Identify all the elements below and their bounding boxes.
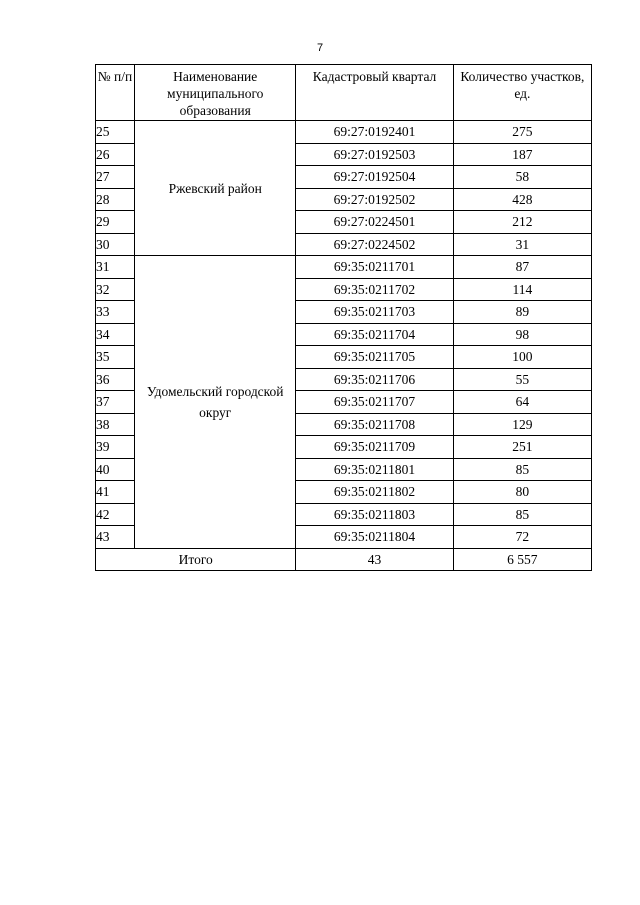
cadastral-quarter: 69:35:0211707	[296, 391, 453, 414]
parcel-count: 55	[453, 368, 591, 391]
parcel-count: 87	[453, 256, 591, 279]
parcel-count: 72	[453, 526, 591, 549]
row-number: 33	[96, 301, 135, 324]
row-number: 36	[96, 368, 135, 391]
row-number: 41	[96, 481, 135, 504]
row-number: 43	[96, 526, 135, 549]
row-number: 27	[96, 166, 135, 189]
cadastral-quarter: 69:35:0211701	[296, 256, 453, 279]
cadastral-quarter: 69:27:0224502	[296, 233, 453, 256]
cadastral-quarter: 69:35:0211709	[296, 436, 453, 459]
cadastral-quarter: 69:35:0211703	[296, 301, 453, 324]
total-cadastral-count: 43	[296, 548, 453, 571]
row-number: 29	[96, 211, 135, 234]
total-row	[96, 548, 592, 571]
row-number: 31	[96, 256, 135, 279]
row-number: 37	[96, 391, 135, 414]
row-number: 32	[96, 278, 135, 301]
row-number: 30	[96, 233, 135, 256]
parcel-count: 64	[453, 391, 591, 414]
municipality-name: Удомельский городской округ	[135, 256, 296, 549]
table-header	[96, 65, 592, 121]
parcel-count: 80	[453, 481, 591, 504]
parcel-count: 428	[453, 188, 591, 211]
row-number: 34	[96, 323, 135, 346]
cadastral-quarter: 69:35:0211804	[296, 526, 453, 549]
cadastral-quarter: 69:27:0192401	[296, 121, 453, 144]
table-footer	[96, 548, 592, 571]
parcel-count: 212	[453, 211, 591, 234]
header-cadastral: Кадастровый квартал	[296, 65, 453, 121]
table-row	[96, 121, 592, 144]
total-parcel-count: 6 557	[453, 548, 591, 571]
cadastral-quarter: 69:27:0192503	[296, 143, 453, 166]
land-parcels-table	[95, 64, 592, 571]
header-row	[96, 65, 592, 121]
cadastral-quarter: 69:35:0211706	[296, 368, 453, 391]
header-count: Количество участков, ед.	[453, 65, 591, 121]
parcel-count: 31	[453, 233, 591, 256]
header-municipality: Наименование муниципального образования	[135, 65, 296, 121]
total-label: Итого	[96, 548, 296, 571]
table-body	[96, 121, 592, 549]
row-number: 25	[96, 121, 135, 144]
parcel-count: 100	[453, 346, 591, 369]
parcel-count: 275	[453, 121, 591, 144]
parcel-count: 58	[453, 166, 591, 189]
cadastral-quarter: 69:35:0211705	[296, 346, 453, 369]
parcel-count: 187	[453, 143, 591, 166]
row-number: 28	[96, 188, 135, 211]
parcel-count: 85	[453, 458, 591, 481]
row-number: 40	[96, 458, 135, 481]
row-number: 38	[96, 413, 135, 436]
row-number: 26	[96, 143, 135, 166]
cadastral-quarter: 69:35:0211801	[296, 458, 453, 481]
page-number: 7	[316, 42, 324, 54]
cadastral-quarter: 69:35:0211802	[296, 481, 453, 504]
cadastral-quarter: 69:27:0224501	[296, 211, 453, 234]
municipality-name: Ржевский район	[135, 121, 296, 256]
cadastral-quarter: 69:35:0211702	[296, 278, 453, 301]
cadastral-quarter: 69:35:0211708	[296, 413, 453, 436]
row-number: 35	[96, 346, 135, 369]
cadastral-quarter: 69:27:0192504	[296, 166, 453, 189]
parcel-count: 114	[453, 278, 591, 301]
cadastral-quarter: 69:27:0192502	[296, 188, 453, 211]
parcel-count: 89	[453, 301, 591, 324]
table-row	[96, 256, 592, 279]
parcel-count: 85	[453, 503, 591, 526]
parcel-count: 129	[453, 413, 591, 436]
header-num: № п/п	[96, 65, 135, 121]
parcel-count: 98	[453, 323, 591, 346]
cadastral-quarter: 69:35:0211803	[296, 503, 453, 526]
row-number: 42	[96, 503, 135, 526]
row-number: 39	[96, 436, 135, 459]
cadastral-quarter: 69:35:0211704	[296, 323, 453, 346]
parcel-count: 251	[453, 436, 591, 459]
